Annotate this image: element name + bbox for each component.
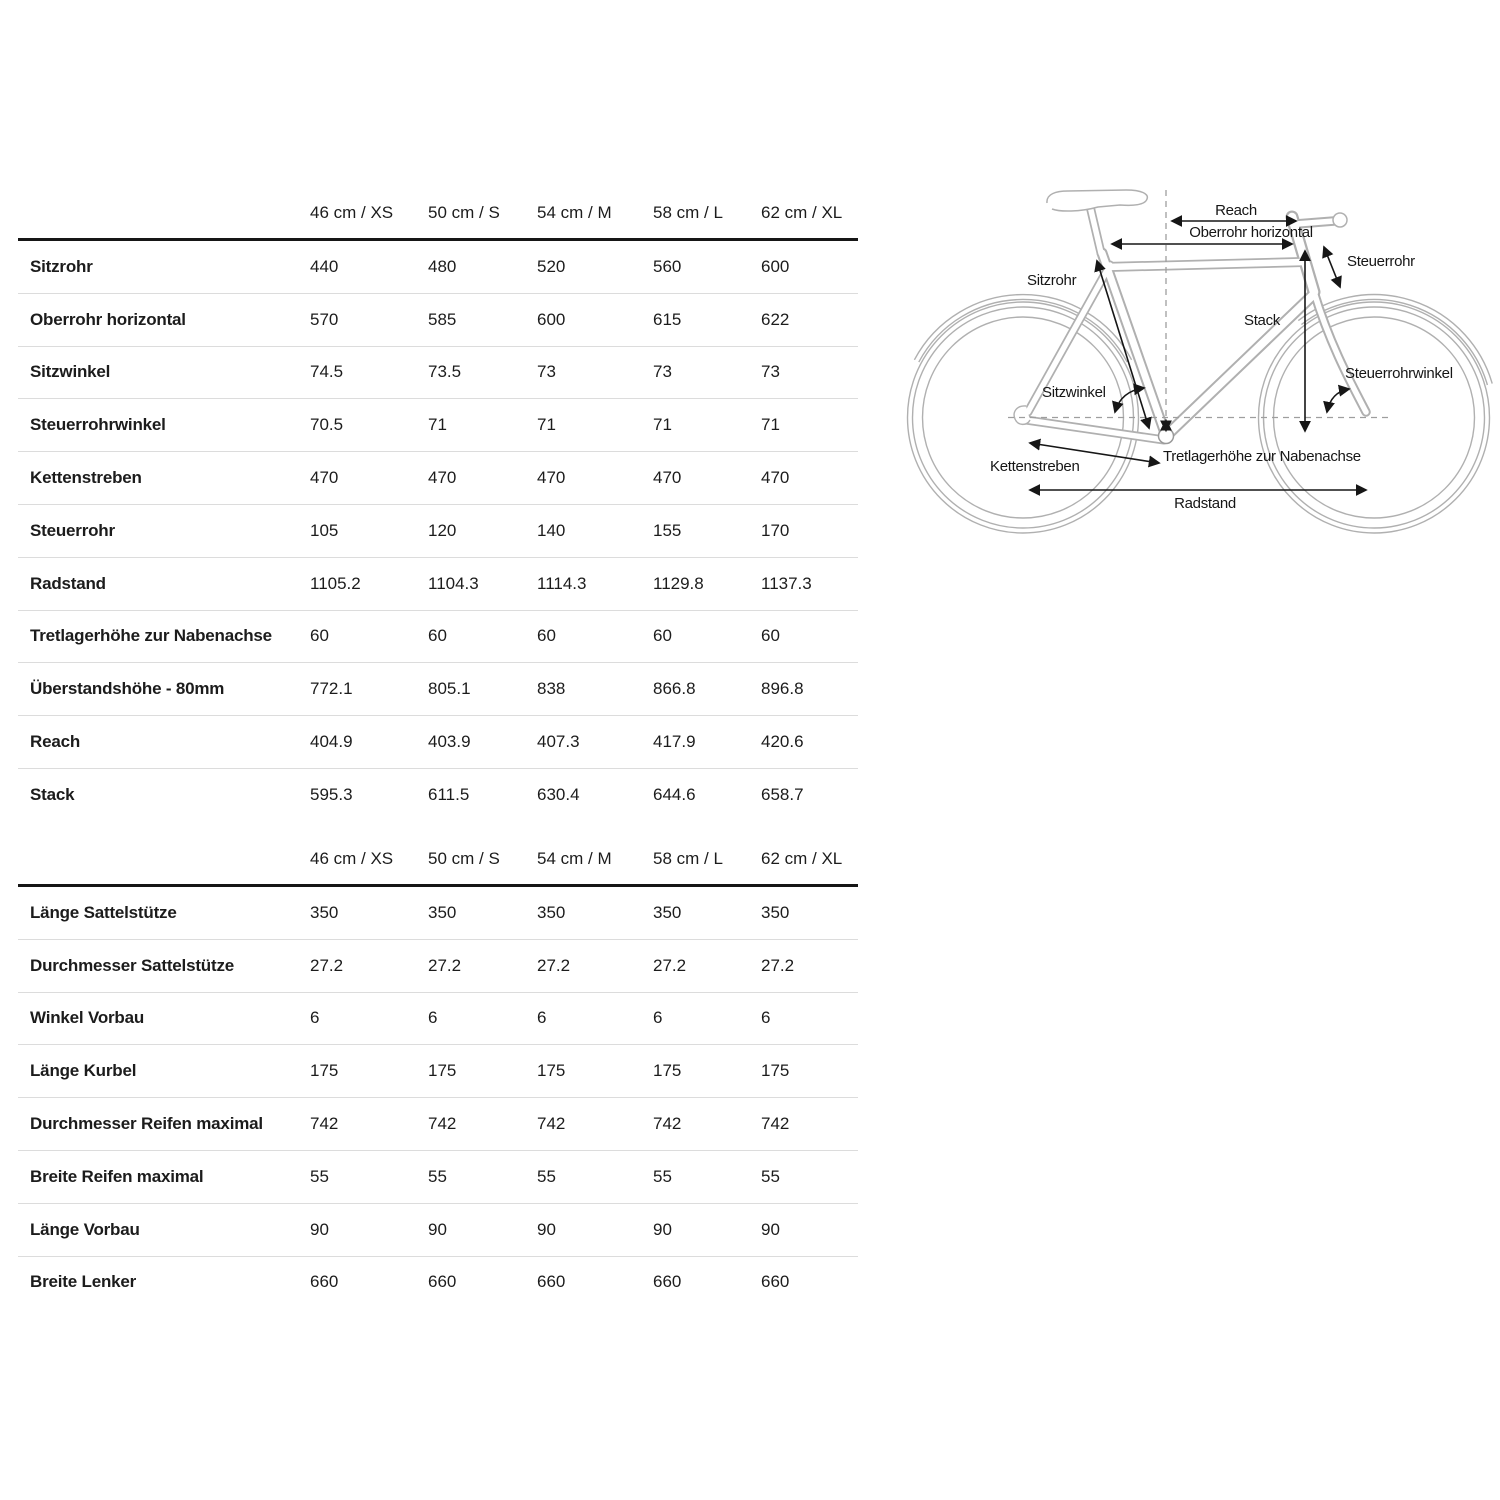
table-row [18, 240, 858, 294]
size-column-header: 54 cm / M [537, 833, 653, 886]
cell-value: 658.7 [761, 784, 804, 804]
cell-value: 660 [761, 1272, 790, 1292]
cell-value: 27.2 [310, 939, 428, 992]
table-row [18, 992, 858, 1045]
reach-label: Reach [1215, 202, 1257, 219]
row-label: Überstandshöhe - 80mm [18, 663, 310, 716]
size-column-header: 54 cm / M [537, 187, 653, 240]
cell-value: 90 [428, 1203, 537, 1256]
saddle [1047, 190, 1147, 211]
cell-value: 440 [310, 240, 428, 294]
cell-value: 742 [428, 1098, 537, 1151]
cell-value: 55 [537, 1150, 653, 1203]
cell-value: 6 [428, 992, 537, 1045]
geometry-table-frame [18, 187, 858, 821]
cell-value: 1105.2 [310, 557, 428, 610]
cell-value: 90 [653, 1203, 761, 1256]
empty-corner-cell [18, 833, 310, 886]
row-label: Länge Vorbau [18, 1203, 310, 1256]
bottom-bracket [1159, 429, 1174, 444]
bike-geometry-diagram [890, 170, 1500, 555]
cell-value: 27.2 [653, 939, 761, 992]
cell-value: 71 [653, 399, 761, 452]
cell-value: 480 [428, 240, 537, 294]
cell-value: 600 [537, 293, 653, 346]
steuerrohr-label: Steuerrohr [1347, 253, 1415, 270]
cell-value: 120 [428, 504, 537, 557]
cell-value: 60 [653, 610, 761, 663]
table-row [18, 1256, 858, 1308]
cell-value: 175 [653, 1045, 761, 1098]
cell-value: 404.9 [310, 716, 428, 769]
cell-value: 73 [653, 346, 761, 399]
table-row [18, 1150, 858, 1203]
table-row [18, 663, 858, 716]
row-label: Tretlagerhöhe zur Nabenachse [18, 610, 310, 663]
cell-value: 71 [761, 399, 858, 452]
cell-value: 742 [761, 1098, 858, 1151]
table-row [18, 610, 858, 663]
sitzwinkel-label: Sitzwinkel [1042, 384, 1106, 401]
cell-value: 420.6 [761, 716, 858, 769]
cell-value: 644.6 [653, 784, 696, 804]
steuerrohr-arrow [1324, 247, 1340, 287]
cell-value: 73.5 [428, 346, 537, 399]
cell-value: 175 [537, 1045, 653, 1098]
cell-value: 866.8 [653, 663, 761, 716]
cell-value: 470 [653, 452, 761, 505]
cell-value: 71 [428, 399, 537, 452]
tretlagerhoehe-label: Tretlagerhöhe zur Nabenachse [1163, 448, 1361, 465]
cell-value: 71 [537, 399, 653, 452]
cell-value: 90 [310, 1203, 428, 1256]
table-row [18, 399, 858, 452]
row-label: Sitzrohr [18, 240, 310, 294]
cell-value: 595.3 [310, 784, 353, 804]
row-label: Länge Kurbel [18, 1045, 310, 1098]
size-column-header: 58 cm / L [653, 833, 761, 886]
cell-value: 585 [428, 293, 537, 346]
cell-value: 1114.3 [537, 557, 653, 610]
sitzrohr-label: Sitzrohr [1027, 272, 1077, 289]
cell-value: 175 [310, 1045, 428, 1098]
table-row [18, 939, 858, 992]
cell-value: 90 [761, 1203, 858, 1256]
cell-value: 407.3 [537, 716, 653, 769]
size-header-row [18, 833, 858, 886]
cell-value: 1104.3 [428, 557, 537, 610]
table-row [18, 716, 858, 769]
oberrohr-label: Oberrohr horizontal [1189, 224, 1313, 241]
cell-value: 90 [537, 1203, 653, 1256]
cell-value: 600 [761, 240, 858, 294]
cell-value: 60 [428, 610, 537, 663]
cell-value: 155 [653, 504, 761, 557]
size-column-header: 62 cm / XL [761, 187, 858, 240]
row-label: Oberrohr horizontal [18, 293, 310, 346]
cell-value: 350 [537, 886, 653, 940]
cell-value: 55 [761, 1150, 858, 1203]
row-label: Steuerrohrwinkel [18, 399, 310, 452]
cell-value: 6 [761, 992, 858, 1045]
cell-value: 470 [428, 452, 537, 505]
cell-value: 27.2 [537, 939, 653, 992]
empty-corner-cell [18, 187, 310, 240]
size-column-header: 50 cm / S [428, 187, 537, 240]
cell-value: 805.1 [428, 663, 537, 716]
cell-value: 55 [310, 1150, 428, 1203]
front-wheel [1259, 295, 1493, 533]
cell-value: 140 [537, 504, 653, 557]
size-header-row [18, 187, 858, 240]
cell-value: 660 [653, 1272, 682, 1292]
cell-value: 630.4 [537, 784, 580, 804]
table-row [18, 557, 858, 610]
cell-value: 60 [537, 610, 653, 663]
cell-value: 27.2 [761, 939, 858, 992]
kettenstreben-label: Kettenstreben [990, 458, 1080, 475]
cell-value: 74.5 [310, 346, 428, 399]
cell-value: 175 [761, 1045, 858, 1098]
cell-value: 73 [537, 346, 653, 399]
table-row [18, 452, 858, 505]
row-label: Reach [18, 716, 310, 769]
cell-value: 350 [428, 886, 537, 940]
row-label: Breite Lenker [30, 1272, 137, 1292]
cell-value: 470 [761, 452, 858, 505]
cell-value: 105 [310, 504, 428, 557]
cell-value: 70.5 [310, 399, 428, 452]
cell-value: 560 [653, 240, 761, 294]
cell-value: 470 [310, 452, 428, 505]
cell-value: 742 [310, 1098, 428, 1151]
row-label: Radstand [18, 557, 310, 610]
table-row [18, 293, 858, 346]
table-row [18, 1045, 858, 1098]
table-row [18, 504, 858, 557]
cell-value: 520 [537, 240, 653, 294]
cell-value: 6 [653, 992, 761, 1045]
cell-value: 73 [761, 346, 858, 399]
size-column-header: 58 cm / L [653, 187, 761, 240]
cell-value: 175 [428, 1045, 537, 1098]
table-row [18, 1203, 858, 1256]
cell-value: 170 [761, 504, 858, 557]
table-row [18, 346, 858, 399]
stack-label: Stack [1243, 312, 1281, 329]
cell-value: 896.8 [761, 663, 858, 716]
table-row [18, 886, 858, 940]
row-label: Durchmesser Reifen maximal [18, 1098, 310, 1151]
cell-value: 742 [653, 1098, 761, 1151]
cell-value: 350 [310, 886, 428, 940]
cell-value: 55 [653, 1150, 761, 1203]
size-column-header: 62 cm / XL [761, 833, 858, 886]
cell-value: 403.9 [428, 716, 537, 769]
cell-value: 60 [310, 610, 428, 663]
cell-value: 622 [761, 293, 858, 346]
cell-value: 350 [653, 886, 761, 940]
row-label: Länge Sattelstütze [18, 886, 310, 940]
radstand-label: Radstand [1174, 495, 1236, 512]
table-row [18, 768, 858, 820]
geometry-table-components [18, 833, 858, 1308]
cell-value: 660 [537, 1272, 566, 1292]
cell-value: 838 [537, 663, 653, 716]
cell-value: 350 [761, 886, 858, 940]
cell-value: 55 [428, 1150, 537, 1203]
handlebar-grip [1333, 213, 1347, 227]
cell-value: 6 [310, 992, 428, 1045]
cell-value: 1137.3 [761, 557, 858, 610]
cell-value: 615 [653, 293, 761, 346]
row-label: Steuerrohr [18, 504, 310, 557]
size-column-header: 46 cm / XS [310, 187, 428, 240]
steuerrohrwinkel-label: Steuerrohrwinkel [1345, 365, 1453, 382]
size-column-header: 46 cm / XS [310, 833, 428, 886]
cell-value: 660 [310, 1272, 339, 1292]
row-label: Breite Reifen maximal [18, 1150, 310, 1203]
row-label: Winkel Vorbau [18, 992, 310, 1045]
steuerrohrwinkel-arc [1327, 389, 1349, 412]
size-column-header: 50 cm / S [428, 833, 537, 886]
cell-value: 417.9 [653, 716, 761, 769]
cell-value: 1129.8 [653, 557, 761, 610]
cell-value: 470 [537, 452, 653, 505]
row-label: Stack [30, 784, 75, 804]
cell-value: 660 [428, 1272, 457, 1292]
cell-value: 27.2 [428, 939, 537, 992]
cell-value: 60 [761, 610, 858, 663]
row-label: Durchmesser Sattelstütze [18, 939, 310, 992]
row-label: Kettenstreben [18, 452, 310, 505]
cell-value: 570 [310, 293, 428, 346]
row-label: Sitzwinkel [18, 346, 310, 399]
cell-value: 611.5 [428, 784, 470, 804]
cell-value: 742 [537, 1098, 653, 1151]
rear-fender-inner [919, 299, 1127, 362]
table-row [18, 1098, 858, 1151]
cell-value: 772.1 [310, 663, 428, 716]
cell-value: 6 [537, 992, 653, 1045]
